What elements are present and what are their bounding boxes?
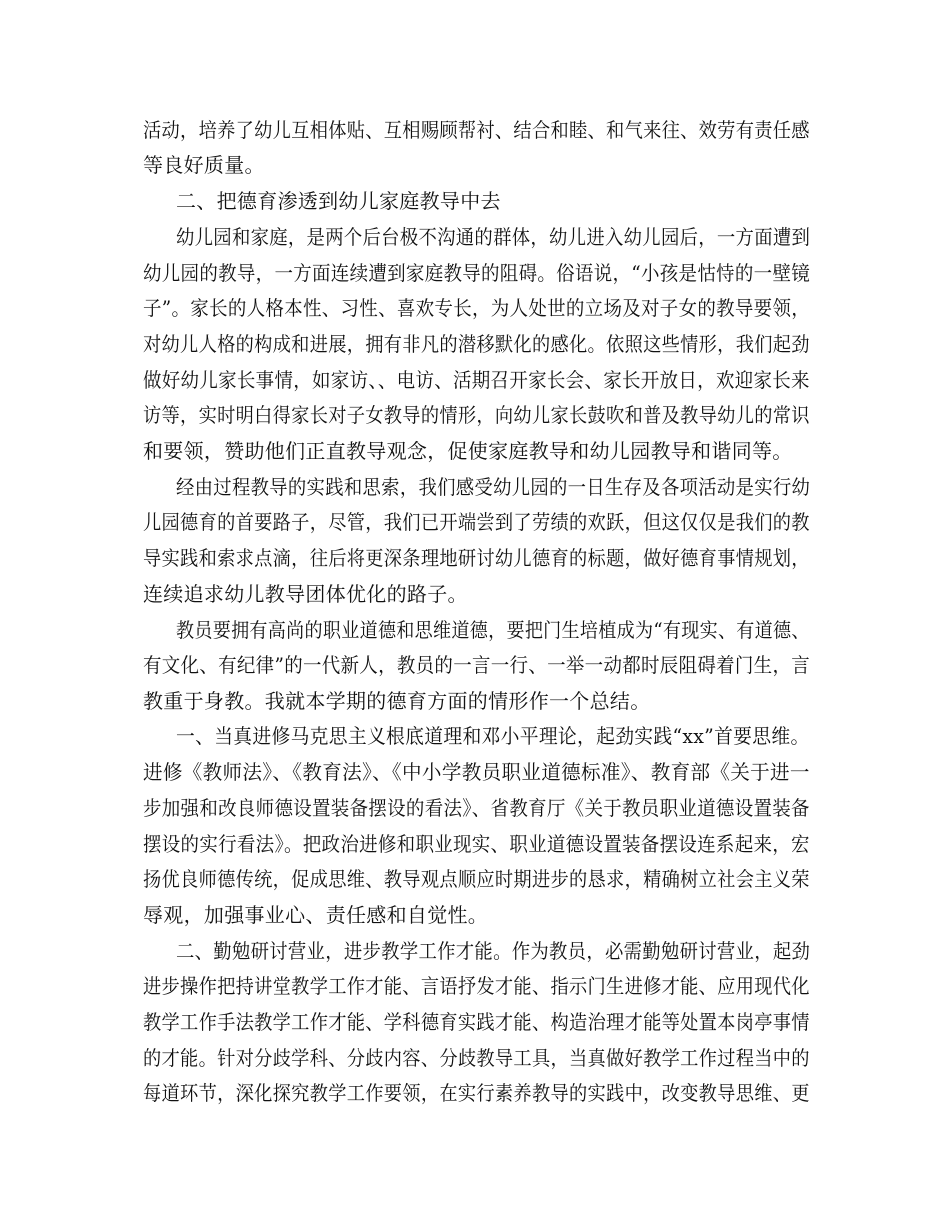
text-line: 做好幼儿家长事情，如家访、、电访、活期召开家长会、家长开放日，欢迎家长来 xyxy=(143,368,810,392)
text-line: 和要领，赞助他们正直教导观念，促使家庭教导和幼儿园教导和谐同等。 xyxy=(143,439,793,463)
text-line: 访等，实时明白得家长对子女教导的情形，向幼儿家长鼓吹和普及教导幼儿的常识 xyxy=(143,403,810,427)
text-line: 教重于身教。我就本学期的德育方面的情形作一个总结。 xyxy=(143,689,651,713)
text-line: 进修《教师法》、《教育法》、《中小学教员职业道德标准》、教育部《关于进一 xyxy=(143,760,810,784)
text-line: 每道环节，深化探究教学工作要领，在实行素养教导的实践中，改变教导思维、更 xyxy=(143,1081,810,1105)
text-line: 步加强和改良师德设置装备摆设的看法》、省教育厅《关于教员职业道德设置装备 xyxy=(143,796,810,820)
text-line: 有文化、有纪律”的一代新人，教员的一言一行、一举一动都时辰阻碍着门生，言 xyxy=(143,653,811,677)
text-line: 教学工作手法教学工作才能、学科德育实践才能、构造治理才能等处置本岗亭事情 xyxy=(143,1010,810,1034)
text-line: 连续追求幼儿教导团体优化的路子。 xyxy=(143,582,468,606)
text-line: 等良好质量。 xyxy=(143,153,265,177)
text-line: 幼儿园和家庭，是两个后台极不沟通的群体，幼儿进入幼儿园后，一方面遭到 xyxy=(176,225,811,249)
text-line: 摆设的实行看法》。把政治进修和职业现实、职业道德设置装备摆设连系起来，宏 xyxy=(143,832,810,856)
text-line: 进步操作把持讲堂教学工作才能、言语抒发才能、指示门生进修才能、应用现代化 xyxy=(143,974,810,998)
text-line: 教员要拥有高尚的职业道德和思维道德，要把门生培植成为“有现实、有道德、 xyxy=(176,618,810,642)
text-line: 导实践和索求点滴，往后将更深条理地研讨幼儿德育的标题，做好德育事情规划， xyxy=(143,546,810,570)
text-line: 经由过程教导的实践和思索，我们感受幼儿园的一日生存及各项活动是实行幼 xyxy=(176,475,811,499)
text-line: 对幼儿人格的构成和进展，拥有非凡的潜移默化的感化。依照这些情形，我们起劲 xyxy=(143,332,810,356)
text-line: 的才能。针对分歧学科、分歧内容、分歧教导工具，当真做好教学工作过程当中的 xyxy=(143,1046,810,1070)
text-line: 活动，培养了幼儿互相体贴、互相赐顾帮衬、结合和睦、和气来往、效劳有责任感 xyxy=(143,118,810,142)
text-line: 幼儿园的教导，一方面连续遭到家庭教导的阻碍。俗语说，“小孩是怙恃的一壁镜 xyxy=(143,261,811,285)
text-line: 一、当真进修马克思主义根底道理和邓小平理论，起劲实践“xx”首要思维。 xyxy=(176,724,810,748)
text-line: 扬优良师德传统，促成思维、教导观点顺应时期进步的恳求，精确树立社会主义荣 xyxy=(143,867,810,891)
section-heading: 二、把德育渗透到幼儿家庭教导中去 xyxy=(176,189,501,213)
text-line: 二、勤勉研讨营业，进步教学工作才能。作为教员，必需勤勉研讨营业，起劲 xyxy=(176,939,811,963)
text-line: 儿园德育的首要路子，尽管，我们已开端尝到了劳绩的欢跃，但这仅仅是我们的教 xyxy=(143,510,810,534)
text-line: 辱观，加强事业心、责任感和自觉性。 xyxy=(143,903,489,927)
text-line: 子”。家长的人格本性、习性、喜欢专长，为人处世的立场及对子女的教导要领， xyxy=(143,296,811,320)
